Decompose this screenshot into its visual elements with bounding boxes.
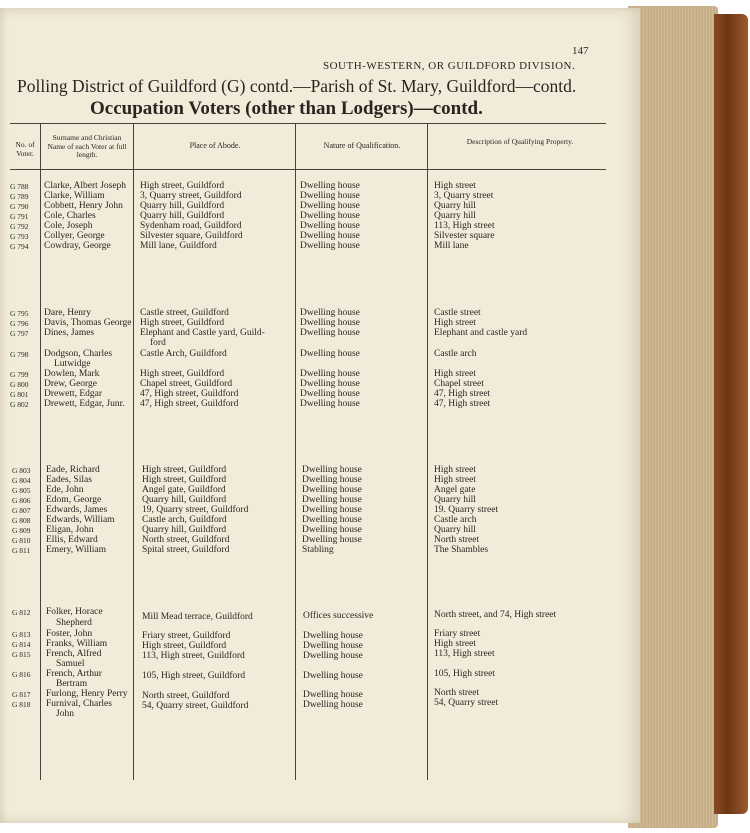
place-of-abode: 47, High street, Guildford: [140, 389, 239, 399]
voter-number: G 815: [12, 650, 31, 659]
qualification: Dwelling house: [300, 308, 360, 318]
place-of-abode: Quarry hill, Guildford: [142, 525, 227, 535]
voter-number: G 796: [10, 319, 29, 328]
voter-name: Furnival, Charles: [46, 699, 112, 709]
qualification: Dwelling house: [303, 671, 363, 681]
place-of-abode: High street, Guildford: [142, 641, 227, 651]
place-of-abode: Castle Arch, Guildford: [140, 349, 227, 359]
voter-name: Davis, Thomas George: [44, 318, 132, 328]
column-header-qualification: Nature of Qualification.: [323, 141, 401, 150]
property-description: Friary street: [434, 629, 481, 639]
place-of-abode: 54, Quarry street, Guildford: [142, 701, 249, 711]
property-description: High street: [434, 181, 476, 191]
property-description: Quarry hill: [434, 495, 476, 505]
qualification: Dwelling house: [300, 191, 360, 201]
voter-number: G 817: [12, 690, 31, 699]
voter-number: G 798: [10, 350, 29, 359]
voter-name: Eades, Silas: [46, 475, 92, 485]
voter-name: Clarke, William: [44, 191, 105, 201]
place-of-abode: North street, Guildford: [142, 691, 230, 701]
voter-name: French, Arthur: [46, 669, 102, 679]
column-divider: [295, 124, 296, 780]
property-description: 47, High street: [434, 389, 491, 399]
voter-name: Dare, Henry: [44, 308, 91, 318]
qualification: Dwelling house: [300, 349, 360, 359]
place-of-abode: High street, Guildford: [140, 318, 225, 328]
voter-number: G 807: [12, 506, 31, 515]
voter-name: Eade, Richard: [46, 465, 100, 475]
voter-name: Edwards, James: [46, 505, 108, 515]
qualification: Dwelling house: [302, 475, 362, 485]
property-description: North street, and 74, High street: [434, 610, 557, 620]
property-description: 47, High street: [434, 399, 491, 409]
voter-number: G 805: [12, 486, 31, 495]
property-description: Castle arch: [434, 349, 477, 359]
place-of-abode: Castle arch, Guildford: [142, 515, 227, 525]
voter-number: G 808: [12, 516, 31, 525]
voter-name: Cole, Joseph: [44, 221, 93, 231]
voter-name-continued: John: [56, 709, 74, 719]
place-of-abode: High street, Guildford: [140, 181, 225, 191]
qualification: Dwelling house: [300, 389, 360, 399]
voter-number: G 801: [10, 390, 29, 399]
voter-class-title: Occupation Voters (other than Lodgers)—contd.: [90, 98, 483, 119]
voter-name: Folker, Horace: [46, 607, 103, 617]
place-of-abode: 105, High street, Guildford: [142, 671, 246, 681]
place-of-abode: 3, Quarry street, Guildford: [140, 191, 242, 201]
place-of-abode: Angel gate, Guildford: [142, 485, 226, 495]
property-description: 113, High street: [434, 221, 495, 231]
voter-name: Cobbett, Henry John: [44, 201, 123, 211]
voter-name: Edwards, William: [46, 515, 115, 525]
qualification: Dwelling house: [300, 211, 360, 221]
property-description: Mill lane: [434, 241, 469, 251]
qualification: Dwelling house: [302, 525, 362, 535]
voter-name-continued: Shepherd: [56, 618, 92, 628]
qualification: Dwelling house: [303, 651, 363, 661]
voter-number: G 804: [12, 476, 31, 485]
voter-name-continued: Lutwidge: [54, 359, 91, 369]
qualification: Dwelling house: [300, 369, 360, 379]
voter-number: G 806: [12, 496, 31, 505]
qualification: Dwelling house: [300, 399, 360, 409]
qualification: Dwelling house: [300, 231, 360, 241]
qualification: Dwelling house: [300, 379, 360, 389]
voter-name: Ede, John: [46, 485, 84, 495]
property-description: 105, High street: [434, 669, 495, 679]
voter-number: G 809: [12, 526, 31, 535]
place-of-abode: Friary street, Guildford: [142, 631, 231, 641]
voter-number: G 813: [12, 630, 31, 639]
voter-name: Dowlen, Mark: [44, 369, 100, 379]
voter-name: Ellis, Edward: [46, 535, 98, 545]
place-of-abode: Elephant and Castle yard, Guild-: [140, 328, 265, 338]
property-description: Silvester square: [434, 231, 495, 241]
table-top-rule: [10, 123, 606, 124]
voter-number: G 811: [12, 546, 31, 555]
property-description: 3, Quarry street: [434, 191, 494, 201]
voter-number: G 814: [12, 640, 31, 649]
division-heading: SOUTH-WESTERN, OR GUILDFORD DIVISION.: [323, 60, 576, 72]
place-of-abode: Quarry hill, Guildford: [140, 211, 225, 221]
column-divider: [427, 124, 428, 780]
place-of-abode: Quarry hill, Guildford: [142, 495, 227, 505]
qualification: Dwelling house: [300, 241, 360, 251]
voter-number: G 803: [12, 466, 31, 475]
voter-number: G 799: [10, 370, 29, 379]
column-divider: [133, 124, 134, 780]
property-description: Quarry hill: [434, 211, 476, 221]
voter-number: G 797: [10, 329, 29, 338]
voter-number: G 812: [12, 608, 31, 617]
qualification: Dwelling house: [302, 515, 362, 525]
voter-name: Foster, John: [46, 629, 93, 639]
book-cover: [714, 14, 748, 814]
place-of-abode: Chapel street, Guildford: [140, 379, 233, 389]
voter-number: G 795: [10, 309, 29, 318]
property-description: Castle arch: [434, 515, 477, 525]
qualification: Dwelling house: [300, 181, 360, 191]
place-of-abode: Quarry hill, Guildford: [140, 201, 225, 211]
voter-number: G 788: [10, 182, 29, 191]
place-of-abode: High street, Guildford: [142, 465, 227, 475]
voter-name: French, Alfred: [46, 649, 102, 659]
voter-number: G 790: [10, 202, 29, 211]
voter-number: G 802: [10, 400, 29, 409]
property-description: Angel gate: [434, 485, 476, 495]
property-description: North street: [434, 688, 480, 698]
qualification: Offices successive: [303, 611, 374, 621]
property-description: 54, Quarry street: [434, 698, 499, 708]
qualification: Dwelling house: [302, 485, 362, 495]
page-edges: [628, 6, 718, 828]
place-of-abode: High street, Guildford: [142, 475, 227, 485]
place-of-abode: Castle street, Guildford: [140, 308, 229, 318]
voter-name: Furlong, Henry Perry: [46, 689, 128, 699]
voter-number: G 792: [10, 222, 29, 231]
place-of-abode: Sydenham road, Guildford: [140, 221, 242, 231]
voter-name-continued: Bertram: [56, 679, 88, 689]
polling-district-title: Polling District of Guildford (G) contd.—Parish of St. Mary, Guildford—contd.: [17, 76, 577, 96]
column-header-description: Description of Qualifying Property.: [466, 137, 574, 146]
property-description: 113, High street: [434, 649, 495, 659]
property-description: The Shambles: [434, 545, 489, 555]
voter-name: Drew, George: [44, 379, 98, 389]
place-of-abode: 47, High street, Guildford: [140, 399, 239, 409]
place-of-abode: 19, Quarry street, Guildford: [142, 505, 249, 515]
voter-name: Collyer, George: [44, 231, 105, 241]
page-number: 147: [572, 45, 589, 57]
qualification: Dwelling house: [300, 221, 360, 231]
property-description: Castle street: [434, 308, 481, 318]
property-description: Elephant and castle yard: [434, 328, 528, 338]
voter-name: Clarke, Albert Joseph: [44, 181, 127, 191]
qualification: Dwelling house: [300, 201, 360, 211]
qualification: Dwelling house: [303, 690, 363, 700]
qualification: Dwelling house: [303, 631, 363, 641]
place-of-abode: Mill Mead terrace, Guildford: [142, 612, 253, 622]
qualification: Dwelling house: [303, 700, 363, 710]
voter-name: Drewett, Edgar: [44, 389, 103, 399]
voter-number: G 794: [10, 242, 29, 251]
qualification: Dwelling house: [302, 505, 362, 515]
place-of-abode: Spital street, Guildford: [142, 545, 230, 555]
qualification: Dwelling house: [302, 535, 362, 545]
column-header-name: Surname and Christian Name of each Voter at full length.: [47, 133, 127, 159]
property-description: Quarry hill: [434, 525, 476, 535]
property-description: Quarry hill: [434, 201, 476, 211]
property-description: Chapel street: [434, 379, 484, 389]
voter-number: G 810: [12, 536, 31, 545]
place-of-abode: High street, Guildford: [140, 369, 225, 379]
qualification: Stabling: [302, 545, 334, 555]
table-header-rule: [10, 169, 606, 170]
place-of-abode: Mill lane, Guildford: [140, 241, 217, 251]
property-description: High street: [434, 465, 476, 475]
property-description: High street: [434, 318, 476, 328]
voter-name: Edom, George: [46, 495, 102, 505]
qualification: Dwelling house: [302, 465, 362, 475]
qualification: Dwelling house: [300, 328, 360, 338]
place-of-abode: Silvester square, Guildford: [140, 231, 243, 241]
property-description: High street: [434, 369, 476, 379]
place-of-abode: North street, Guildford: [142, 535, 230, 545]
property-description: North street: [434, 535, 480, 545]
voter-name-continued: Samuel: [56, 659, 85, 669]
property-description: High street: [434, 639, 476, 649]
property-description: 19. Quarry street: [434, 505, 499, 515]
qualification: Dwelling house: [303, 641, 363, 651]
qualification: Dwelling house: [300, 318, 360, 328]
voter-number: G 793: [10, 232, 29, 241]
voter-number: G 791: [10, 212, 29, 221]
voter-number: G 816: [12, 670, 31, 679]
voter-name: Franks, William: [46, 639, 108, 649]
voter-name: Cole, Charles: [44, 211, 96, 221]
voter-name: Emery, William: [46, 545, 107, 555]
voter-name: Drewett, Edgar, Junr.: [44, 399, 125, 409]
voter-number: G 789: [10, 192, 29, 201]
place-of-abode-continued: ford: [150, 338, 166, 348]
place-of-abode: 113, High street, Guildford: [142, 651, 245, 661]
property-description: High street: [434, 475, 476, 485]
voter-name: Dines, James: [44, 328, 95, 338]
voter-name: Eligan, John: [46, 525, 94, 535]
column-header-no: No. of Voter.: [15, 140, 35, 158]
voter-name: Cowdray, George: [44, 241, 111, 251]
column-header-abode: Place of Abode.: [189, 141, 241, 150]
qualification: Dwelling house: [302, 495, 362, 505]
voter-name: Dodgson, Charles: [44, 349, 113, 359]
voter-number: G 800: [10, 380, 29, 389]
voter-number: G 818: [12, 700, 31, 709]
